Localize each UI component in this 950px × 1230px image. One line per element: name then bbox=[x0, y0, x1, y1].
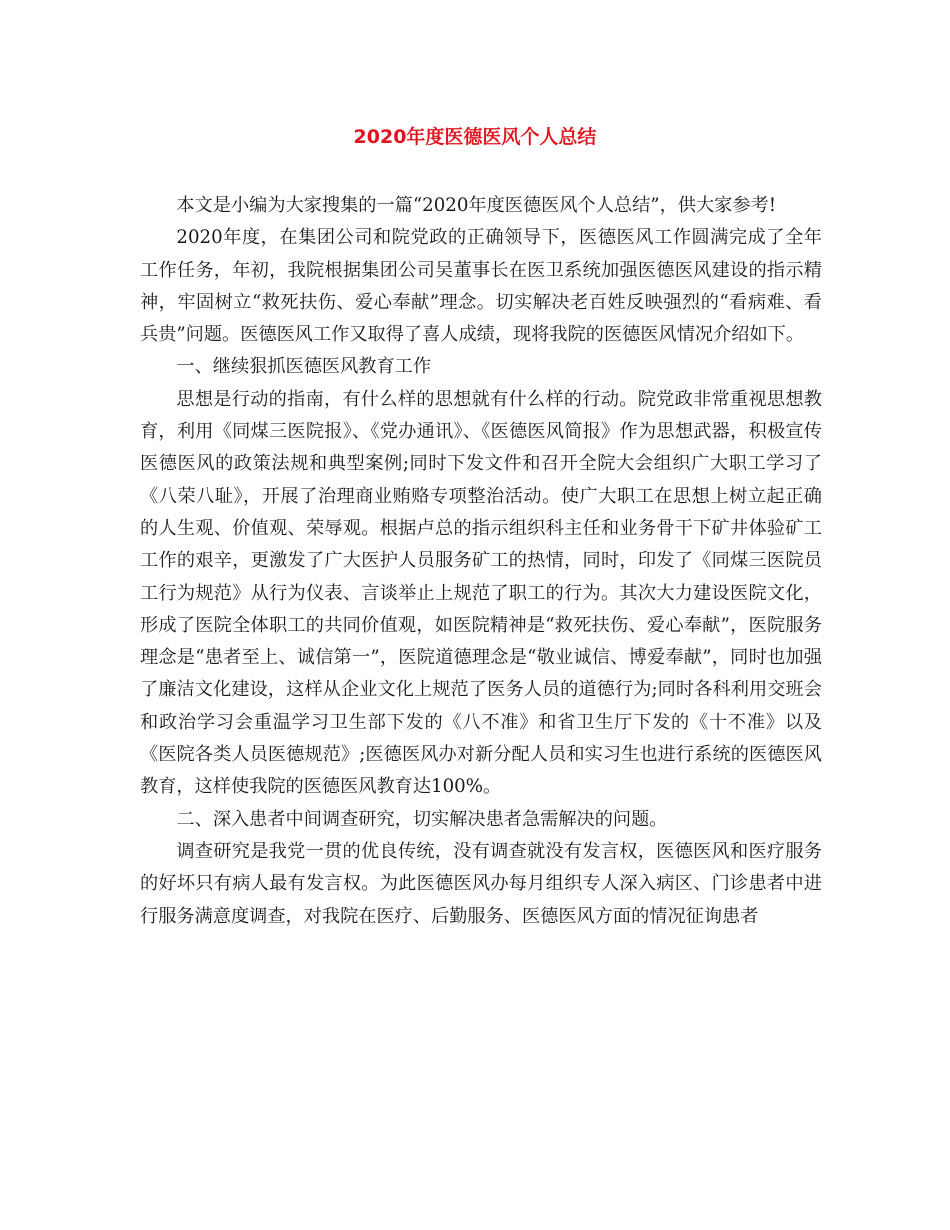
document-title: 2020年度医德医风个人总结 bbox=[353, 126, 597, 148]
section-heading-1: 一、继续狠抓医德医风教育工作 bbox=[176, 356, 432, 378]
paragraph-intro: 本文是小编为大家搜集的一篇“2020年度医德医风个人总结”，供大家参考! bbox=[176, 195, 777, 216]
paragraph-education: 思想是行动的指南，有什么样的思想就有什么样的行动。院党政非常重视思想教育，利用《同煤三医院报》、《党办通讯》、《医德医风简报》作为思想武器，积极宣传医德医风的政策法规和典型案例;同时下发文件和召开全院大会组织广大职工学习了《八荣八耻》，开展了治理商业贿赂专项整治活动。使广大职工在思想上树立起正确的人生观、价值观、荣辱观。根据卢总的指示组织科主任和业务骨干下矿井体验矿工工作的艰辛，更激发了广大医护人员服务矿工的热情，同时，印发了《同煤三医院员工行为规范》从行为仪表、言谈举止上规范了职工的行为。其次大力建设医院文化，形成了医院全体职工的共同价值观，如医院精神是“救死扶伤、爱心奉献”，医院服务理念是“患者至上、诚信第一”，医院道德理念是“敬业诚信、博爱奉献”，同时也加强了廉洁文化建设，这样从企业文化上规范了医务人员的道德行为;同时各科利用交班会和政治学习会重温学习卫生部下发的《八不准》和省卫生厅下发的《十不准》以及《医院各类人员医德规范》;医德医风办对新分配人员和实习生也进行系统的医德医风教育，这样使我院的医德医风教育达100%。 bbox=[140, 388, 822, 798]
section-heading-2: 二、深入患者中间调查研究，切实解决患者急需解决的问题。 bbox=[176, 808, 668, 830]
paragraph-overview: 2020年度，在集团公司和院党政的正确领导下，医德医风工作圆满完成了全年工作任务，年初，我院根据集团公司吴董事长在医卫系统加强医德医风建设的指示精神，牢固树立“救死扶伤、爱心奉献”理念。切实解决老百姓反映强烈的“看病难、看兵贵”问题。医德医风工作又取得了喜人成绩，现将我院的医德医风情况介绍如下。 bbox=[140, 227, 822, 346]
document-body bbox=[140, 190, 822, 933]
paragraph-research: 调查研究是我党一贯的优良传统，没有调查就没有发言权，医德医风和医疗服务的好坏只有病人最有发言权。为此医德医风办每月组织专人深入病区、门诊患者中进行服务满意度调查，对我院在医疗、后勤服务、医德医风方面的情况征询患者 bbox=[140, 840, 822, 927]
